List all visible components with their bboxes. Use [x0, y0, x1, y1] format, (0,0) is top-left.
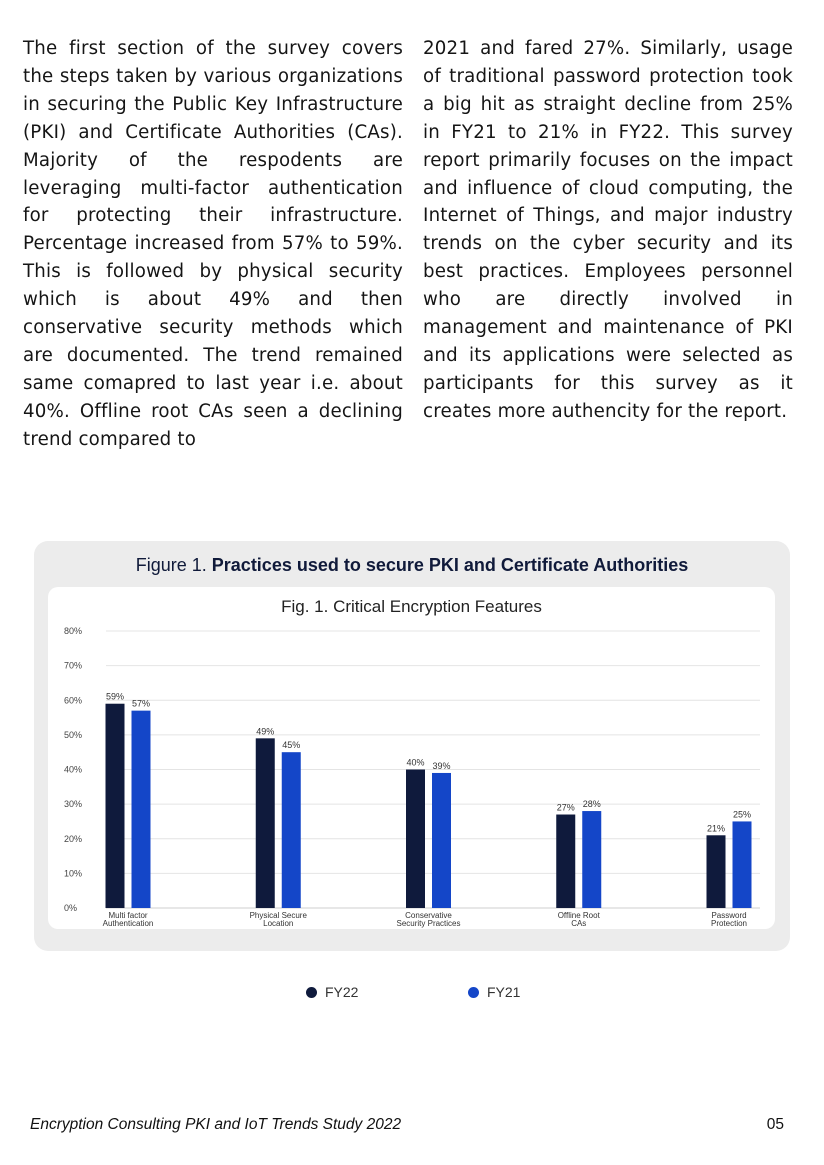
data-label: 49%: [256, 726, 275, 737]
x-tick-label: Security Practices: [396, 919, 461, 928]
legend-label-fy21: FY21: [487, 984, 521, 1000]
data-label: 39%: [432, 760, 451, 771]
x-tick-label: Authentication: [102, 919, 154, 928]
data-label: 40%: [406, 757, 425, 768]
page-number: 05: [766, 1116, 784, 1133]
chart-title: Fig. 1. Critical Encryption Features: [281, 597, 542, 616]
bar-fy21-0: [132, 711, 151, 908]
y-tick-label: 10%: [64, 868, 83, 879]
bar-fy21-1: [282, 752, 301, 908]
legend-label-fy22: FY22: [325, 984, 359, 1000]
bar-fy22-4: [707, 835, 726, 908]
legend-swatch-fy22: [306, 987, 317, 998]
legend-swatch-fy21: [468, 987, 479, 998]
bar-fy22-1: [256, 738, 275, 908]
bar-fy22-3: [556, 815, 575, 908]
chart-panel: [48, 587, 775, 929]
bar-fy22-0: [106, 704, 125, 908]
data-label: 59%: [105, 691, 125, 702]
bar-fy21-4: [733, 821, 752, 908]
figure-caption: Practices used to secure PKI and Certificate Authorities: [211, 555, 689, 575]
y-tick-label: 40%: [64, 764, 83, 775]
x-tick-label: Multi factor: [108, 911, 148, 920]
bar-fy22-2: [406, 770, 425, 909]
y-tick-label: 80%: [64, 626, 83, 636]
x-tick-label: CAs: [571, 919, 587, 928]
x-tick-label: Password: [711, 911, 747, 920]
x-tick-label: Offline Root: [557, 911, 600, 920]
figure-heading: [34, 555, 790, 576]
data-label: 21%: [706, 823, 726, 834]
footer-title: Encryption Consulting PKI and IoT Trends Study 2022: [30, 1116, 402, 1133]
legend-item-fy21: [468, 984, 520, 1000]
y-tick-label: 20%: [64, 833, 83, 844]
y-tick-label: 70%: [64, 660, 83, 671]
y-tick-label: 60%: [64, 695, 83, 706]
x-tick-label: Conservative: [405, 911, 452, 920]
data-label: 27%: [556, 802, 575, 813]
figure-card: [34, 541, 790, 951]
body-text-left-column: The first section of the survey covers the steps taken by various organizations in securing the Public Key Infrastructure (PKI) and Certificate Authorities (CAs). Majority of the respodents are leveraging multi-factor authentication for protecting their infrastructure. Percentage increased from 57% to 59%. This is followed by physical security which is about 49% and then conservative security methods which are documented. The trend remained same comapred to last year i.e. about 40%. Offline root CAs seen a declining trend compared to: [23, 38, 403, 450]
bar-fy21-2: [432, 773, 451, 908]
data-label: 45%: [282, 740, 301, 751]
data-label: 28%: [582, 799, 601, 810]
data-label: 57%: [131, 698, 151, 709]
figure-label: Figure 1.: [135, 555, 207, 575]
x-tick-label: Protection: [710, 919, 748, 928]
data-label: 25%: [732, 809, 752, 820]
y-tick-label: 0%: [64, 903, 78, 913]
y-tick-label: 30%: [64, 799, 83, 810]
x-tick-label: Location: [263, 919, 294, 928]
legend-item-fy22: [306, 984, 358, 1000]
body-text-right-column: 2021 and fared 27%. Similarly, usage of traditional password protection took a big hit as straight decline from 25% in FY21 to 21% in FY22. This survey report primarily focuses on the impact and influence of cloud computing, the Internet of Things, and major industry trends on the cyber security and its best practices. Employees personnel who are directly involved in management and maintenance of PKI and its applications were selected as participants for this survey as it creates more authencity for the report.: [423, 38, 793, 422]
y-tick-label: 50%: [64, 729, 83, 740]
chart-legend: [0, 984, 824, 1006]
bar-chart: [48, 587, 775, 929]
bar-fy21-3: [582, 811, 601, 908]
x-tick-label: Physical Secure: [249, 911, 307, 920]
